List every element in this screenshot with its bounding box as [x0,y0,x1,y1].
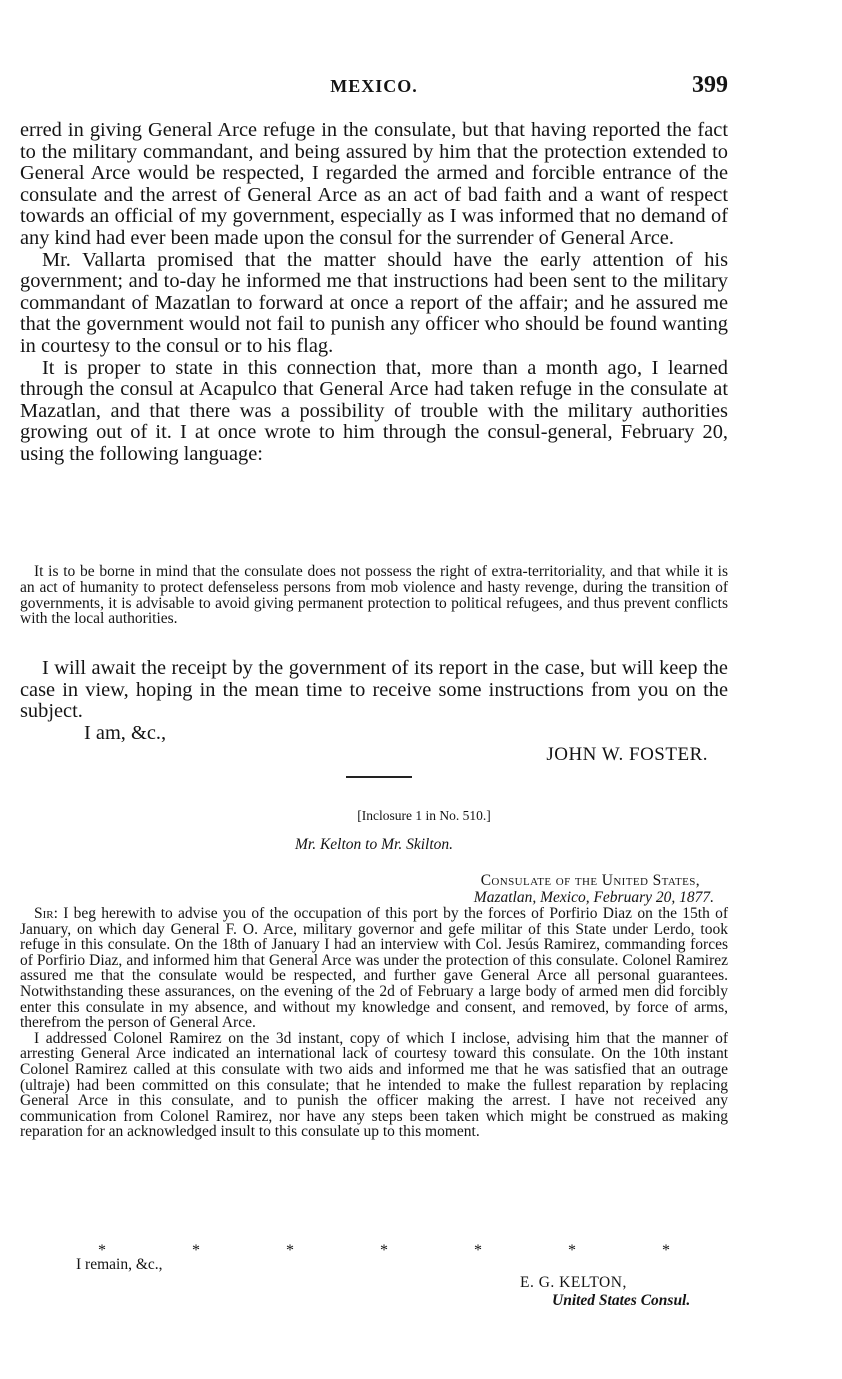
asterisk: * [662,1242,670,1259]
letter-body [20,906,728,1140]
block-quote [20,564,728,627]
closing-block [20,658,728,766]
letter-title: Mr. Kelton to Mr. Skilton. [294,836,453,853]
asterisk: * [380,1242,388,1259]
page-header [20,74,728,104]
letter-paragraph-2: I addressed Colonel Ramirez on the 3d instant, copy of which I inclose, advising him that the manner of arresting General Arce indicated an international lack of courtesy toward this consulate. On the 10th instant Colonel Ramirez called at this consulate with two aids and informed me that he was satisfied that an outrage (ultraje) had been committed on this consulate; that he intended to make the fullest reparation by replacing General Arce in this consulate, and to punish the officer making the arrest. I have not received any communication from Colonel Ramirez, nor have any steps been taken which might be construed as making reparation for an acknowledged insult to this consulate up to this moment. [20,1029,728,1141]
salutation: I am, &c., [84,721,167,744]
quote-text: It is to be borne in mind that the consulate does not possess the right of extra-territoriality, and that while it is an act of humanity to protect defenseless persons from mob violence and hasty revenge, during the transition of governments, it is advisable to avoid giving permanent protection to political refugees, and thus prevent conflicts with the local authorities. [20,563,728,628]
letter-paragraph-1 [20,906,728,1031]
letter-signer-title: United States Consul. [552,1292,691,1309]
section-divider [346,776,412,778]
paragraph-3: It is proper to state in this connection that, more than a month ago, I learned through the consul at Acapulco that General Arce had taken refuge in the consulate at Mazatlan, and that there was a possibility of trouble with the military authorities growing out of it. I at once wrote to him through the consul-general, February 20, using the following language: [20,356,728,465]
asterisk: * [98,1242,106,1259]
asterisk: * [286,1242,294,1259]
signature: JOHN W. FOSTER. [546,744,708,766]
salutation-sir: Sir [34,905,54,922]
paragraph-2: Mr. Vallarta promised that the matter should have the early attention of his government; and to-day he informed me that instructions had been sent to the military commandant of Mazatlan to forward at once a report of the affair; and he assured me that the government would not fail to punish any officer who should be found wanting in courtesy to the consul or to his flag. [20,248,728,357]
letter-signer: E. G. KELTON, [520,1274,627,1291]
letter-paragraph-1-text: : I beg herewith to advise you of the occupation of this port by the forces of Porfirio Diaz on the 15th of January, on which day General F. O. Arce, military governor and gefe militar of this State under Lerdo, took refuge in this consulate. On the 18th of January I had an interview with Col. Jesús Ramirez, commanding forces of Porfirio Diaz, and informed him that General Arce was under the protection of this consulate. Colonel Ramirez assured me that the consulate would be respected, and further gave General Arce all personal guarantees. Notwithstanding these assurances, on the evening of the 2d of February a large body of armed men did forcibly enter this consulate in my absence, and without my knowledge and consent, and removed, by force of arms, therefrom the person of General Arce. [20,905,728,1032]
main-body [20,120,728,466]
letter-heading [473,872,714,906]
paragraph-4: I will await the receipt by the government of its report in the case, but will keep the case in view, hoping in the mean time to receive some instructions from you on the subject. [20,657,728,723]
page-number: 399 [692,72,728,98]
asterisk: * [568,1242,576,1259]
asterisk: * [474,1242,482,1259]
heading-line-1: Consulate of the United States, [480,872,700,889]
running-head: MEXICO. [330,76,418,96]
asterisk: * [192,1242,200,1259]
heading-line-2: Mazatlan, Mexico, February 20, 1877. [473,889,714,906]
paragraph-1: erred in giving General Arce refuge in the consulate, but that having reported the fact to the military commandant, and being assured by him that the protection extended to General Arce would be respected, I regarded the armed and forcible entrance of the consulate and the arrest of General Arce as an act of bad faith and a want of respect towards an official of my government, especially as I was informed that no demand of any kind had ever been made upon the consul for the surrender of General Arce. [20,119,728,249]
letter-closing: I remain, &c., [76,1256,163,1273]
enclosure-label: [Inclosure 1 in No. 510.] [357,808,491,823]
